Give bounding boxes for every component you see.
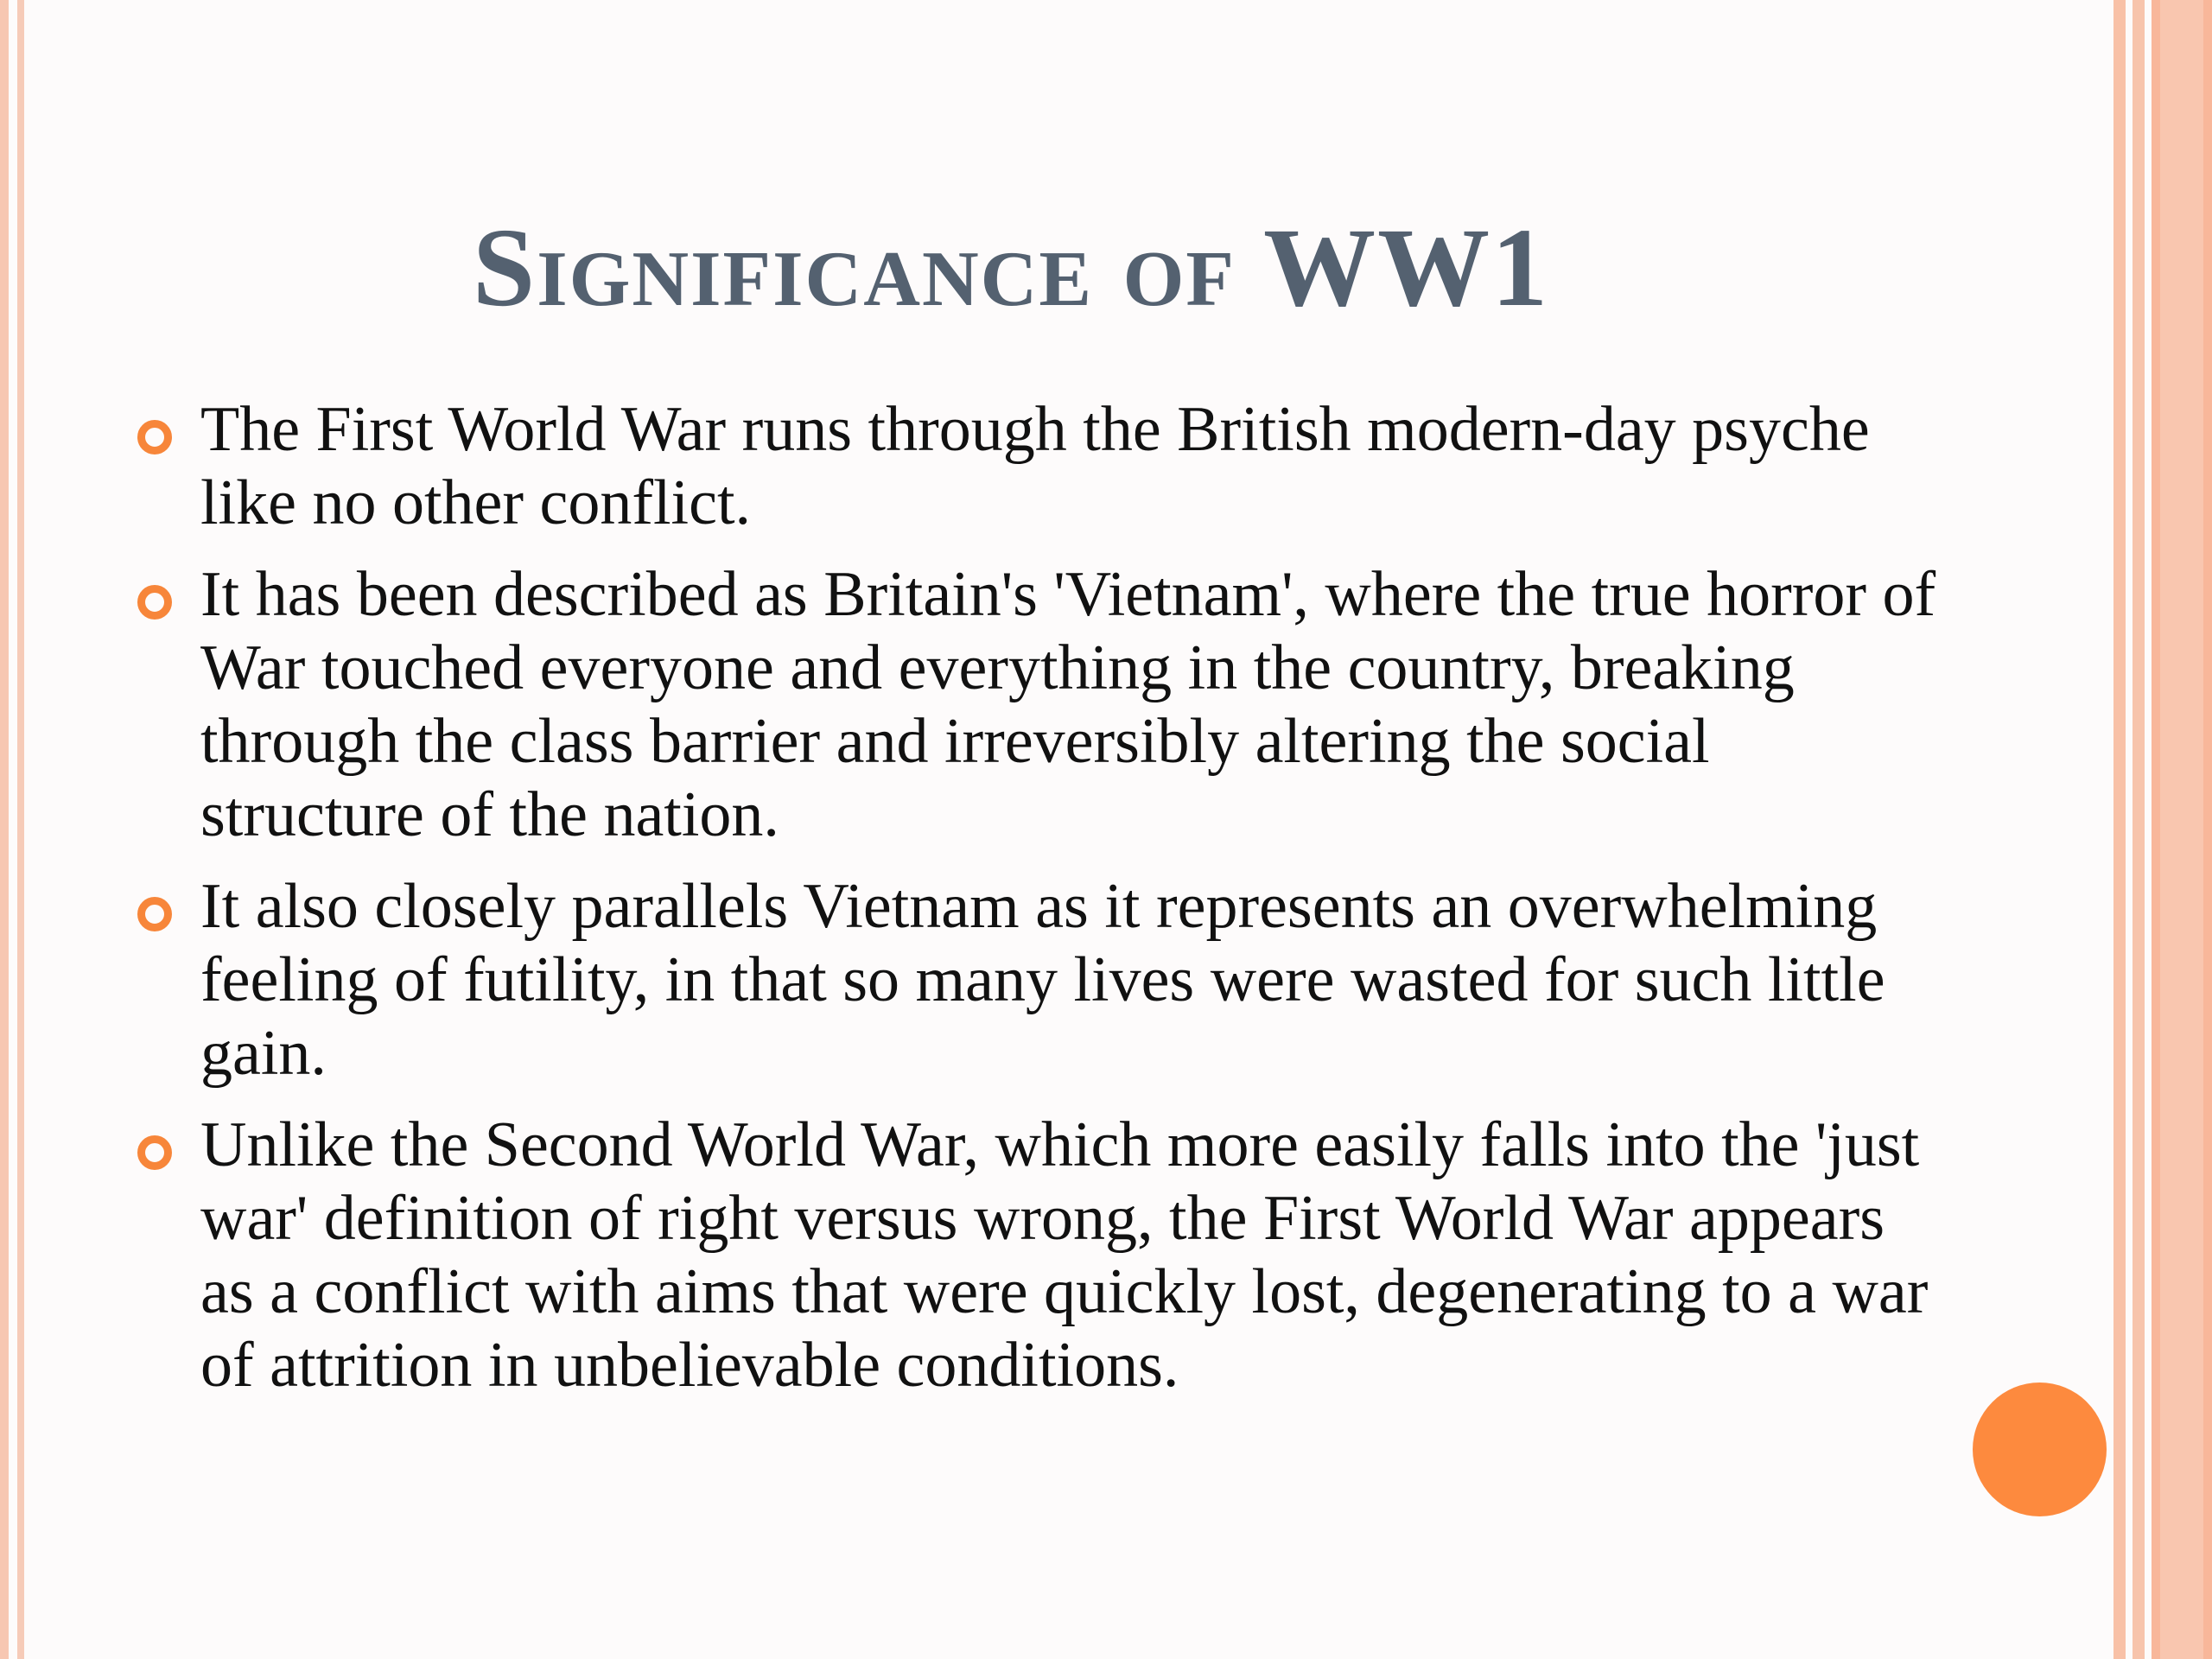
- slide-title: Significance of WW1: [472, 206, 1550, 330]
- bullet-circle-icon: [137, 897, 172, 931]
- bullet-text: The First World War runs through the British modern-day psyche like no other conflict.: [200, 394, 1870, 538]
- bullet-item: [130, 870, 1944, 1090]
- bullet-text: Unlike the Second World War, which more easily falls into the 'just war' definition of right versus wrong, the First World War appears as a conflict with aims that were quickly lost, degenerating to a war of attrition in unbelievable conditions.: [200, 1109, 1929, 1401]
- bullet-circle-icon: [137, 420, 172, 454]
- orange-circle-decoration: [1973, 1382, 2107, 1516]
- bullet-item: [130, 1109, 1944, 1402]
- bullet-list: [130, 393, 1944, 1421]
- bullet-circle-icon: [137, 1135, 172, 1170]
- bullet-circle-icon: [137, 585, 172, 620]
- bullet-text: It also closely parallels Vietnam as it represents an overwhelming feeling of futility, in that so many lives were wasted for such little gain.: [200, 871, 1885, 1089]
- bullet-text: It has been described as Britain's 'Vietnam', where the true horror of War touched everyone and everything in the country, breaking through the class barrier and irreversibly altering the social structure of the nation.: [200, 559, 1936, 850]
- right-border-stripe-2: [2133, 0, 2145, 1659]
- right-border-stripe-1: [2113, 0, 2126, 1659]
- bullet-item: [130, 558, 1944, 852]
- bullet-item: [130, 393, 1944, 540]
- right-border-stripe-3-inner: [2160, 0, 2203, 1659]
